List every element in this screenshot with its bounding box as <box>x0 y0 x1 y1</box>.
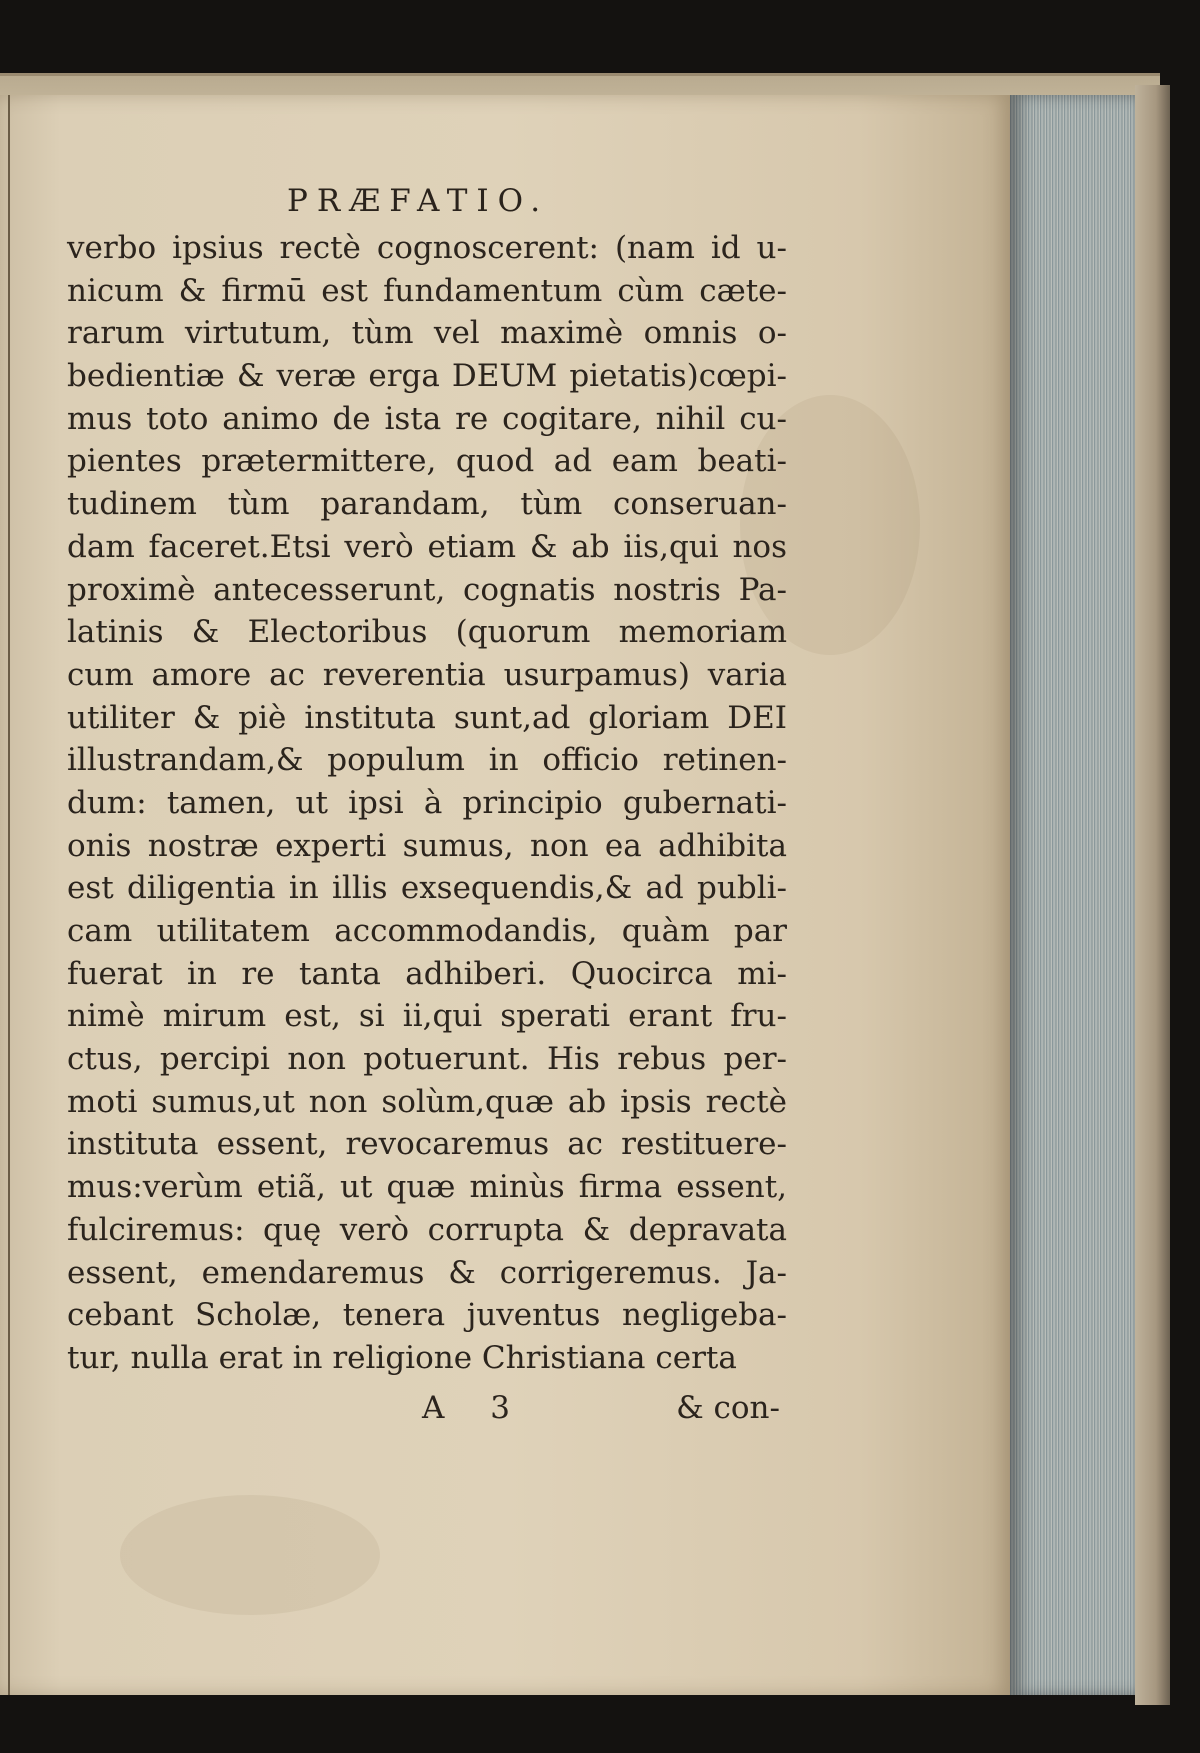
text-line: cum amore ac reverentia usurpamus) varia <box>67 656 787 693</box>
body-text <box>67 227 787 1380</box>
text-line: tudinem tùm parandam, tùm conseruan- <box>67 486 787 523</box>
running-head: PRÆFATIO. <box>287 183 550 219</box>
text-line: dum: tamen, ut ipsi à principio gubernati- <box>67 784 787 821</box>
text-line: nicum & firmū est fundamentum cùm cæte- <box>67 272 787 309</box>
signature-mark: A 3 <box>422 1390 528 1426</box>
paper-stain <box>120 1495 380 1615</box>
text-line: pientes prætermittere, quod ad eam beati- <box>67 443 787 480</box>
text-line: rarum virtutum, tùm vel maximè omnis o- <box>67 315 787 352</box>
text-line: fulciremus: quę verò corrupta & depravata <box>67 1211 787 1248</box>
text-line: bedientiæ & veræ erga DEUM pietatis)cœpi- <box>67 358 787 395</box>
text-line: nimè mirum est, si ii,qui sperati erant fru- <box>67 998 787 1035</box>
text-line: tur, nulla erat in religione Christiana certa <box>67 1339 737 1376</box>
text-line: mus:verùm etiã, ut quæ minùs firma essent, <box>67 1169 787 1206</box>
text-line: moti sumus,ut non solùm,quæ ab ipsis rectè <box>67 1083 787 1120</box>
text-line: proximè antecesserunt, cognatis nostris Pa- <box>67 571 787 608</box>
cover-edge <box>1135 85 1170 1705</box>
catchword: & con- <box>676 1390 780 1426</box>
gutter <box>8 95 10 1695</box>
text-line: ctus, percipi non potuerunt. His rebus per- <box>67 1041 787 1078</box>
text-line: est diligentia in illis exsequendis,& ad publi- <box>67 870 787 907</box>
text-line: mus toto animo de ista re cogitare, nihil cu- <box>67 400 787 437</box>
text-line: illustrandam,& populum in officio retinen- <box>67 742 787 779</box>
text-line: dam faceret.Etsi verò etiam & ab iis,qui nos <box>67 528 787 565</box>
text-line: latinis & Electoribus (quorum memoriam <box>67 614 787 651</box>
text-line: cebant Scholæ, tenera juventus negligeba- <box>67 1297 787 1334</box>
text-line: onis nostræ experti sumus, non ea adhibita <box>67 827 787 864</box>
page-footer <box>400 1390 780 1436</box>
text-line: utiliter & piè instituta sunt,ad gloriam DEI <box>67 699 787 736</box>
page-fore-edge <box>1010 95 1135 1695</box>
text-line: instituta essent, revocaremus ac restituere- <box>67 1126 787 1163</box>
text-line: essent, emendaremus & corrigeremus. Ja- <box>67 1254 787 1291</box>
text-line: fuerat in re tanta adhiberi. Quocirca mi- <box>67 955 787 992</box>
text-line: verbo ipsius rectè cognoscerent: (nam id u- <box>67 230 787 266</box>
book <box>0 55 1170 1695</box>
text-line: cam utilitatem accommodandis, quàm par <box>67 913 787 949</box>
